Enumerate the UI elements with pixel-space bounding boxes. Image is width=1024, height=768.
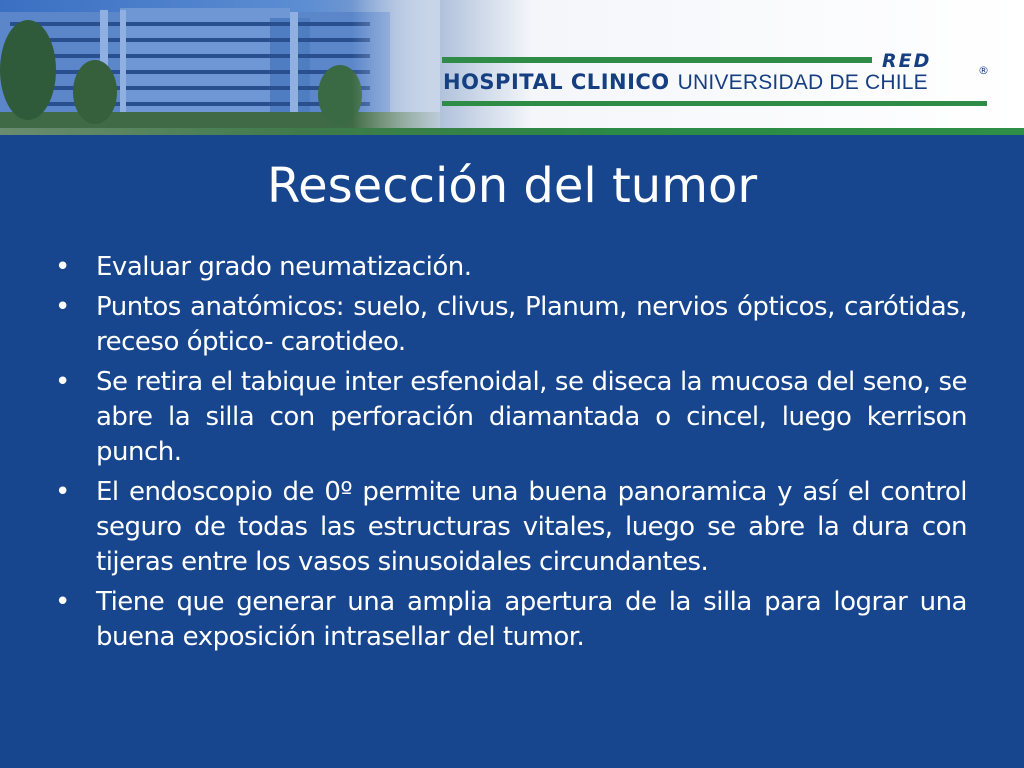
hospital-logo [443, 70, 928, 104]
logo-registered-mark: ® [978, 64, 989, 77]
bullet-item [55, 365, 967, 470]
bullet-list [55, 250, 967, 660]
bullet-glyph: • [55, 587, 70, 617]
bullet-glyph: • [55, 367, 70, 397]
bullet-item [55, 585, 967, 655]
bullet-glyph: • [55, 292, 70, 322]
header-banner [0, 0, 1024, 135]
bullet-glyph: • [55, 252, 70, 282]
bullet-glyph: • [55, 477, 70, 507]
bullet-text: El endoscopio de 0º permite una buena panoramica y así el control seguro de todas las estructuras vitales, luego se abre la dura con tijeras entre los vasos sinusoidales circundantes. [96, 477, 967, 577]
bullet-text: Tiene que generar una amplia apertura de la silla para lograr una buena exposición intrasellar del tumor. [96, 587, 967, 652]
slide-title: Resección del tumor [266, 158, 758, 214]
bullet-text: Se retira el tabique inter esfenoidal, se diseca la mucosa del seno, se abre la silla con perforación diamantada o cincel, luego kerrison punch. [96, 367, 967, 467]
logo-stripe-bottom [442, 101, 987, 106]
logo-brand: HOSPITAL CLINICO [443, 70, 670, 94]
hospital-building-photo [0, 0, 440, 130]
bullet-item [55, 290, 967, 360]
bullet-text: Puntos anatómicos: suelo, clivus, Planum, nervios ópticos, carótidas, receso óptico- carotideo. [96, 292, 967, 357]
bullet-item [55, 250, 967, 285]
logo-stripe-top [442, 57, 872, 63]
banner-divider [0, 128, 1024, 135]
logo-network-label: RED [882, 50, 932, 72]
bullet-item [55, 475, 967, 580]
bullet-text: Evaluar grado neumatización. [96, 252, 472, 282]
logo-university: UNIVERSIDAD DE CHILE [677, 71, 928, 94]
